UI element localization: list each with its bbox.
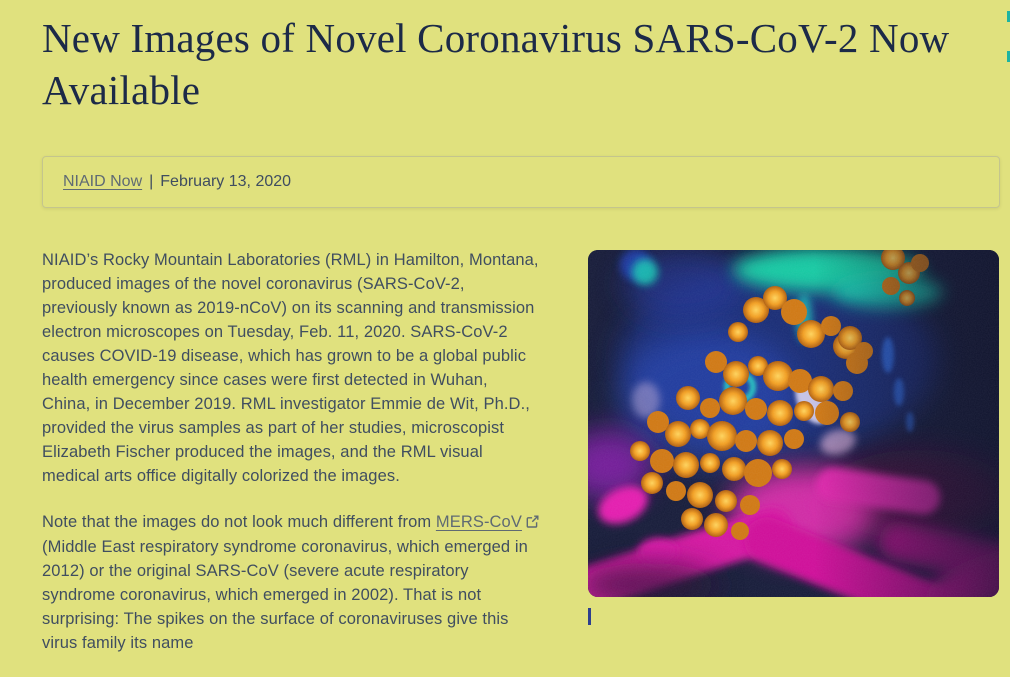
sars-cov-2-em-image — [588, 250, 999, 597]
niaid-now-link[interactable]: NIAID Now — [63, 173, 143, 190]
paragraph-2-text-before: Note that the images do not look much different from — [42, 513, 436, 531]
byline-separator: | — [149, 173, 154, 190]
article-paragraph-1: NIAID’s Rocky Mountain Laboratories (RML) in Hamilton, Montana, produced images of the novel coronavirus (SARS-CoV-2, previously known as 2019-nCoV) on its scanning and transmission electron microscopes on Tuesday, Feb. 11, 2020. SARS-CoV-2 causes COVID-19 disease, which has grown to be a global public health emergency since cases were first detected in Wuhan, China, in December 2019. RML investigator Emmie de Wit, Ph.D., provided the virus samples as part of her studies, microscopist Elizabeth Fischer produced the images, and the RML visual medical arts office digitally colorized the images. — [42, 251, 539, 485]
paragraph-2-text-after: (Middle East respiratory syndrome coronavirus, which emerged in 2012) or the original SARS-CoV (severe acute respiratory syndrome coronavirus, which emerged in 2002). That is not surprising: The spikes on the surface of coronaviruses give this virus family its name — [42, 538, 528, 652]
mers-cov-link[interactable]: MERS-CoV — [435, 513, 522, 531]
byline-box — [42, 156, 1000, 208]
image-caption-border — [588, 608, 911, 625]
article-paragraph-2 — [42, 510, 540, 655]
virus-micrograph-graphic — [588, 250, 999, 597]
article-body — [42, 248, 540, 677]
page-title: New Images of Novel Coronavirus SARS-CoV-2 Now Available — [42, 15, 950, 113]
external-link-icon — [526, 511, 539, 535]
byline-date: February 13, 2020 — [160, 173, 292, 190]
